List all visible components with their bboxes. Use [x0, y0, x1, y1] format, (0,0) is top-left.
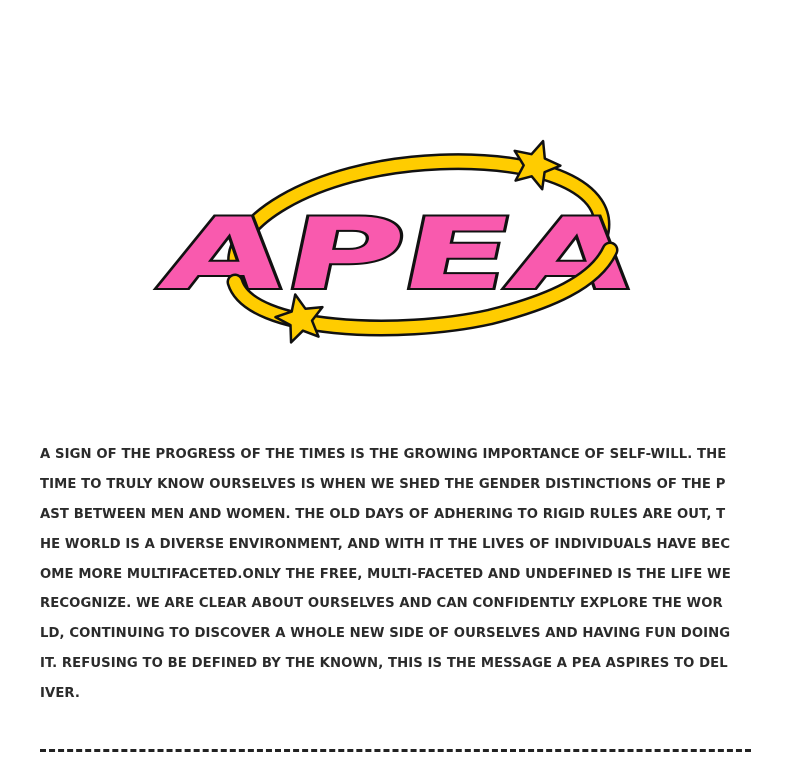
statement-line: AST BETWEEN MEN AND WOMEN. THE OLD DAYS OF ADHERING TO RIGID RULES ARE OUT, T	[40, 506, 726, 522]
statement-line: LD, CONTINUING TO DISCOVER A WHOLE NEW SIDE OF OURSELVES AND HAVING FUN DOING	[40, 626, 731, 642]
statement-line: IVER.	[40, 686, 81, 702]
logo-text: APEA	[151, 198, 467, 312]
statement-line: IT. REFUSING TO BE DEFINED BY THE KNOWN, THIS IS THE MESSAGE A PEA ASPIRES TO DEL	[40, 656, 728, 672]
dashed-divider	[40, 749, 751, 752]
brand-statement	[40, 440, 760, 709]
statement-line: TIME TO TRULY KNOW OURSELVES IS WHEN WE SHED THE GENDER DISTINCTIONS OF THE P	[40, 476, 726, 492]
statement-line: HE WORLD IS A DIVERSE ENVIRONMENT, AND WITH IT THE LIVES OF INDIVIDUALS HAVE BEC	[40, 536, 731, 552]
apea-logo-graphic	[140, 132, 650, 358]
statement-line: RECOGNIZE. WE ARE CLEAR ABOUT OURSELVES AND CAN CONFIDENTLY EXPLORE THE WOR	[40, 596, 723, 612]
statement-line: OME MORE MULTIFACETED.ONLY THE FREE, MULTI-FACETED AND UNDEFINED IS THE LIFE WE	[40, 566, 731, 582]
statement-line: A SIGN OF THE PROGRESS OF THE TIMES IS THE GROWING IMPORTANCE OF SELF-WILL. THE	[40, 447, 727, 462]
apea-logo	[140, 132, 650, 358]
